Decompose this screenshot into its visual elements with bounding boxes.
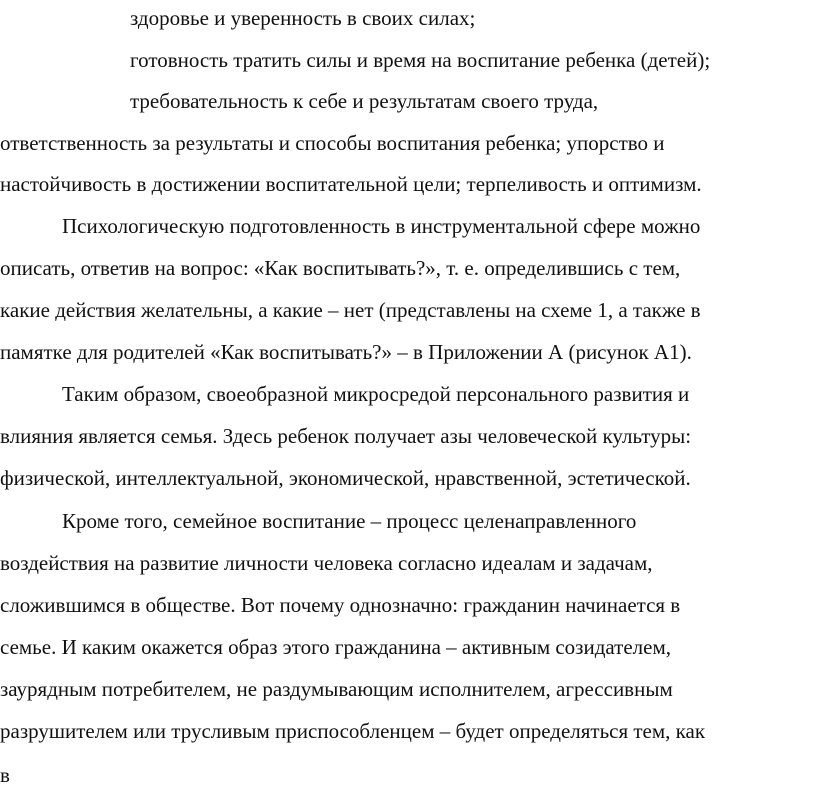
text-line: описать, ответив на вопрос: «Как воспитывать?», т. е. определившись с тем, [0, 256, 681, 280]
text-line: Таким образом, своеобразной микросредой персонального развития и [62, 382, 690, 406]
text-line: Кроме того, семейное воспитание – процесс целенаправленного [62, 509, 637, 533]
text-line: физической, интеллектуальной, экономической, нравственной, эстетической. [0, 466, 691, 490]
text-line: требовательность к себе и результатам своего труда, [130, 89, 599, 113]
text-line: воздействия на развитие личности человека согласно идеалам и задачам, [0, 551, 653, 575]
text-line: в [0, 763, 10, 787]
text-line: ответственность за результаты и способы воспитания ребенка; упорство и [0, 131, 665, 155]
text-line: какие действия желательны, а какие – нет (представлены на схеме 1, а также в [0, 298, 701, 322]
text-line: влияния является семья. Здесь ребенок получает азы человеческой культуры: [0, 424, 692, 448]
text-line: семье. И каким окажется образ этого гражданина – активным созидателем, [0, 635, 672, 659]
text-line: разрушителем или трусливым приспособленцем – будет определяться тем, как [0, 719, 706, 743]
text-line: Психологическую подготовленность в инструментальной сфере можно [62, 214, 701, 238]
text-line: готовность тратить силы и время на воспитание ребенка (детей); [130, 48, 711, 72]
text-line: заурядным потребителем, не раздумывающим исполнителем, агрессивным [0, 677, 673, 701]
text-line: сложившимся в обществе. Вот почему однозначно: гражданин начинается в [0, 593, 681, 617]
text-line: памятке для родителей «Как воспитывать?» – в Приложении А (рисунок А1). [0, 340, 692, 364]
text-line: настойчивость в достижении воспитательной цели; терпеливость и оптимизм. [0, 172, 702, 196]
text-line: здоровье и уверенность в своих силах; [130, 6, 476, 30]
